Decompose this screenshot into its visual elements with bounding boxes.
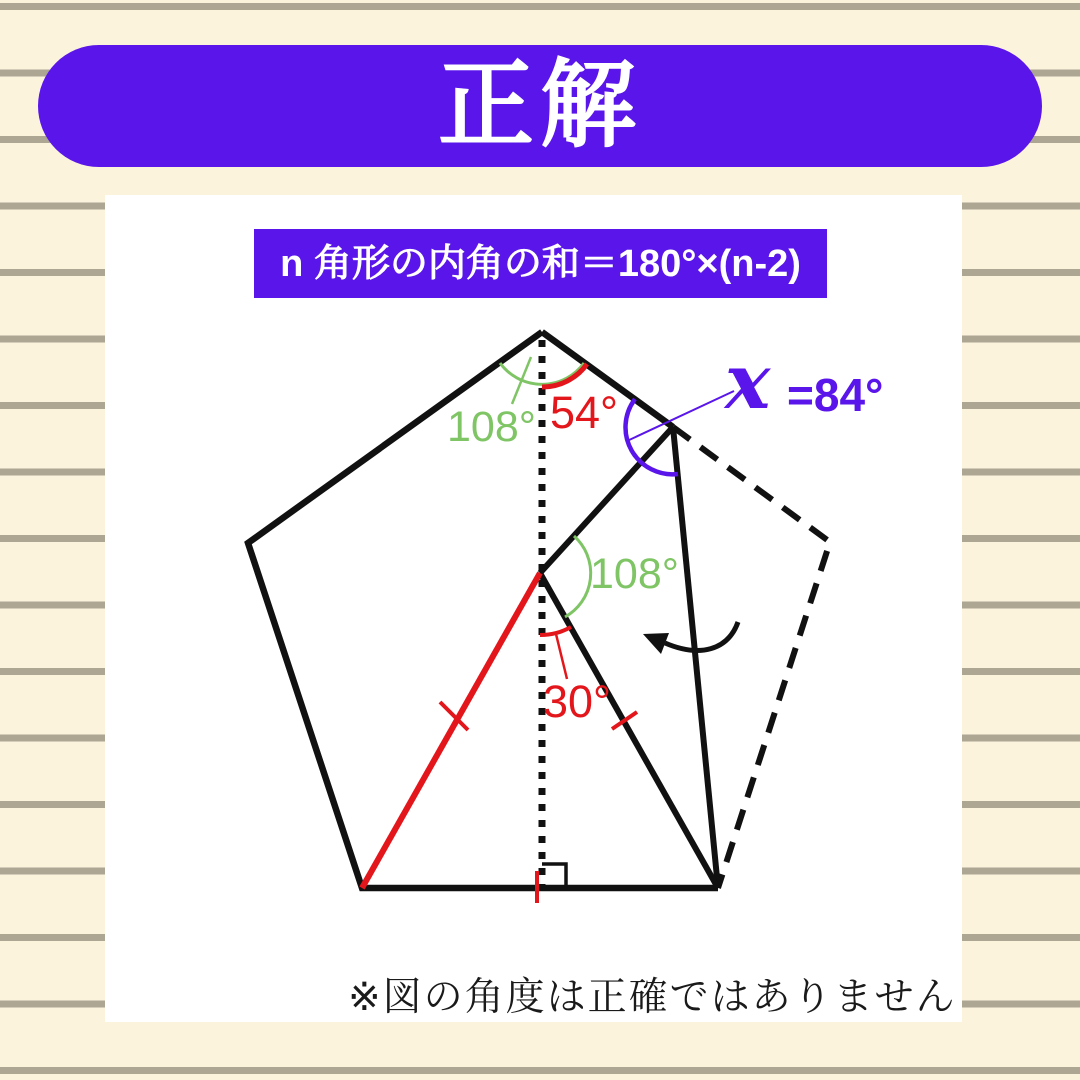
title-text: 正解 — [438, 52, 642, 159]
fold-arrow-curve — [665, 622, 738, 650]
small-angle-label: 30° — [543, 676, 612, 727]
apex-angle-label: 108° — [447, 403, 536, 451]
x-value-label: =84° — [787, 369, 884, 421]
half-apex-angle-label: 54° — [550, 387, 619, 438]
apex-arc-tick-green — [512, 357, 531, 404]
small-angle-leader-line — [556, 634, 567, 679]
right-angle-mark — [542, 864, 566, 888]
red-segment — [362, 573, 540, 888]
folded-vertex-angle-arc-green — [565, 536, 591, 617]
folded-vertex-angle-label: 108° — [590, 550, 679, 598]
accuracy-note: ※図の角度は正確ではありません — [348, 976, 957, 1019]
x-variable-label: x — [725, 337, 771, 426]
formula-text: n 角形の内角の和＝180°×(n-2) — [280, 242, 801, 285]
